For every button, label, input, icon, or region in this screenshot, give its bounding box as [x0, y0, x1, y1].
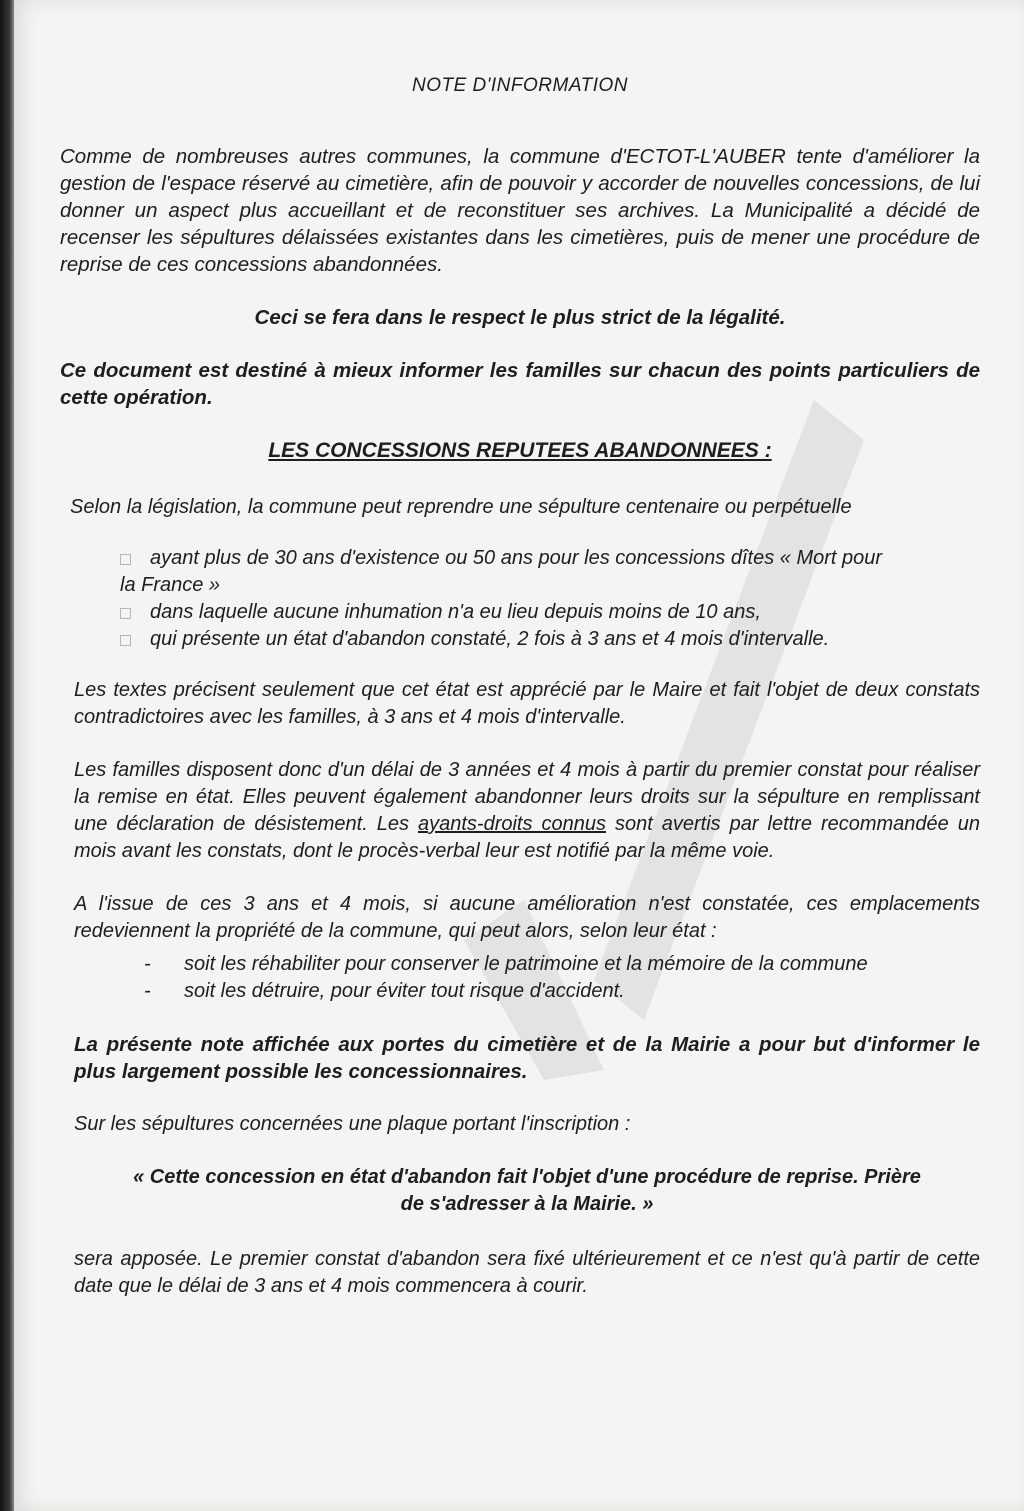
legality-statement: Ceci se fera dans le respect le plus strict de la légalité.: [254, 306, 786, 329]
document-title: NOTE D'INFORMATION: [412, 75, 628, 96]
dash-marker: -: [144, 953, 151, 975]
ayants-droits-text: ayants-droits connus: [418, 813, 606, 835]
legislation-intro: Selon la législation, la commune peut reprendre une sépulture centenaire ou perpétuelle: [70, 496, 852, 518]
checkbox-icon: [120, 635, 131, 646]
checkbox-icon: [120, 608, 131, 619]
plaque-quote: « Cette concession en état d'abandon fait l'objet d'une procédure de reprise. Prière de s'adresser à la Mairie. »: [133, 1166, 921, 1215]
option-item: - soit les réhabiliter pour conserver le patrimoine et la mémoire de la commune: [144, 951, 980, 978]
checkbox-icon: [120, 554, 131, 565]
condition-item: ayant plus de 30 ans d'existence ou 50 ans pour les concessions dîtes « Mort pour la France »: [120, 545, 980, 599]
page-shadow-edge: [0, 0, 14, 1511]
purpose-statement: Ce document est destiné à mieux informer les familles sur chacun des points particuliers de cette opération.: [60, 359, 980, 409]
texts-paragraph: Les textes précisent seulement que cet état est apprécié par le Maire et fait l'objet de deux constats contradictoires avec les familles, à 3 ans et 4 mois d'intervalle.: [74, 679, 980, 728]
notice-statement: La présente note affichée aux portes du cimetière et de la Mairie a pour but d'informer le plus largement possible les concessionnaires.: [74, 1033, 980, 1083]
section-title: LES CONCESSIONS REPUTEES ABANDONNEES :: [268, 439, 772, 462]
document-content: [60, 72, 980, 1326]
condition-item: qui présente un état d'abandon constaté, 2 fois à 3 ans et 4 mois d'intervalle.: [120, 626, 980, 653]
families-paragraph: Les familles disposent donc d'un délai de 3 années et 4 mois à partir du premier constat pour réaliser la remise en état. Elles peuvent également abandonner leurs droits sur la sépulture en remplissant une déclaration de désistement. Les ayants-droits connus sont avertis par lettre recommandée un mois avant les constats, dont le procès-verbal leur est notifié par la même voie.: [74, 759, 981, 862]
options-list: [144, 951, 980, 1005]
condition-item: dans laquelle aucune inhumation n'a eu lieu depuis moins de 10 ans,: [120, 599, 980, 626]
document-page: [14, 0, 1024, 1511]
option-item: - soit les détruire, pour éviter tout risque d'accident.: [144, 978, 980, 1005]
dash-marker: -: [144, 980, 151, 1002]
conditions-list: [120, 545, 980, 653]
intro-paragraph: Comme de nombreuses autres communes, la commune d'ECTOT-L'AUBER tente d'améliorer la gestion de l'espace réservé au cimetière, afin de pouvoir y accorder de nouvelles concessions, de lui donner un aspect plus accueillant et de reconstituer ses archives. La Municipalité a décidé de recenser les sépultures délaissées existantes dans les cimetières, puis de mener une procédure de reprise de ces concessions abandonnées.: [60, 145, 980, 276]
closing-paragraph: sera apposée. Le premier constat d'abandon sera fixé ultérieurement et ce n'est qu'à partir de cette date que le délai de 3 ans et 4 mois commencera à courir.: [74, 1248, 980, 1297]
condition-continuation: la France »: [120, 574, 221, 596]
outcome-paragraph: A l'issue de ces 3 ans et 4 mois, si aucune amélioration n'est constatée, ces emplacements redeviennent la propriété de la commune, qui peut alors, selon leur état :: [74, 893, 980, 942]
plaque-intro: Sur les sépultures concernées une plaque portant l'inscription :: [74, 1113, 631, 1135]
